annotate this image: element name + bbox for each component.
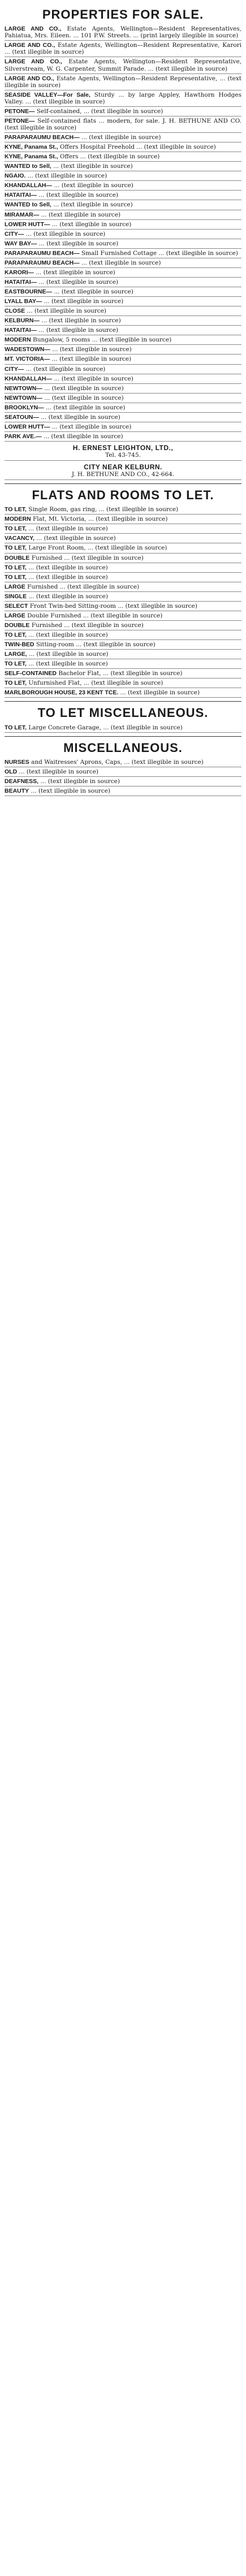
ad-lead: NURSES	[5, 758, 29, 766]
ad-banner-sub: Tel. 43-745.	[5, 452, 241, 461]
classified-ad	[5, 724, 241, 733]
classified-ad	[5, 75, 241, 90]
ad-body: Small Furnished Cottage ... (text illegible in source)	[81, 249, 238, 257]
classified-ad	[5, 758, 241, 767]
classified-ad	[5, 544, 241, 553]
ad-lead: VACANCY,	[5, 535, 34, 542]
ad-lead: BEAUTY	[5, 788, 29, 795]
ad-lead: NEWTOWN—	[5, 384, 42, 392]
section-heading: PROPERTIES FOR SALE.	[42, 7, 204, 21]
classified-ad	[5, 612, 241, 621]
ad-lead: WANTED to Sell,	[5, 201, 51, 209]
classified-ad	[5, 534, 241, 543]
ad-lead: DOUBLE	[5, 554, 30, 561]
ad-lead: PARAPARAUMU BEACH—	[5, 259, 80, 266]
ad-body: Single Room, gas ring, ... (text illegible in source)	[28, 506, 179, 513]
classified-ad	[5, 230, 241, 239]
ad-lead: PETONE—	[5, 107, 35, 115]
ad-body: ... (text illegible in source)	[28, 564, 108, 571]
ad-lead: TO LET,	[5, 525, 27, 533]
classified-ad	[5, 621, 241, 630]
classified-ad	[5, 191, 241, 200]
ad-body: Offers Hospital Freehold ... (text illegible in source)	[59, 144, 216, 151]
classified-ad	[5, 355, 241, 364]
section-heading: MISCELLANEOUS.	[63, 740, 183, 755]
ad-lead: TO LET,	[5, 544, 27, 552]
classified-ad	[5, 602, 241, 611]
classified-ad	[5, 505, 241, 515]
ad-lead: MODERN	[5, 336, 31, 344]
ad-lead: TO LET,	[5, 660, 27, 668]
classified-ad	[5, 336, 241, 345]
ad-lead: LARGE	[5, 583, 25, 590]
ad-body: ... (text illegible in source)	[28, 573, 108, 581]
ad-list	[5, 505, 241, 698]
ad-body: ... (text illegible in source)	[28, 593, 108, 600]
ad-body: ... (text illegible in source)	[44, 298, 124, 305]
classified-ad	[5, 211, 241, 220]
ad-lead: NGAIO.	[5, 172, 26, 180]
classified-ad	[5, 650, 241, 659]
divider	[5, 736, 241, 737]
classified-ad	[5, 201, 241, 210]
ad-body: ... (text illegible in source)	[44, 394, 124, 401]
ad-lead: MODERN	[5, 516, 31, 523]
classified-ad	[5, 117, 241, 133]
ad-lead: BROOKLYN—	[5, 404, 44, 411]
classified-ad	[5, 153, 241, 162]
classified-ad	[5, 133, 241, 142]
ad-body: Bungalow, 5 rooms ... (text illegible in source)	[33, 336, 172, 344]
classified-ad	[5, 240, 241, 249]
ad-body: ... (text illegible in source)	[45, 404, 126, 411]
classified-ad	[5, 660, 241, 669]
classified-ad	[5, 433, 241, 442]
classified-ad	[5, 181, 241, 191]
classified-ad	[5, 297, 241, 306]
section-to-let-misc	[5, 706, 241, 732]
ad-body: Estate Agents, Wellington—Resident Representative, ... (text illegible in source)	[5, 75, 241, 89]
ad-lead: SELF-CONTAINED	[5, 670, 57, 677]
ad-body: ... (text illegible in source)	[52, 346, 132, 353]
ad-body: ... (text illegible in source)	[19, 768, 99, 775]
classified-ad	[5, 564, 241, 573]
ad-body: ... (text illegible in source)	[81, 134, 161, 141]
ad-lead: LARGE AND CO.,	[5, 75, 54, 82]
ad-lead: KYNE, Panama St.,	[5, 153, 58, 161]
section-flats-and-rooms	[5, 489, 241, 698]
ad-lead: CITY—	[5, 365, 24, 373]
ad-body: ... (text illegible in source)	[44, 384, 124, 392]
ad-body: ... (text illegible in source)	[51, 221, 132, 228]
ad-lead: KHANDALLAH—	[5, 375, 52, 382]
classified-ad	[5, 384, 241, 394]
ad-lead: PARAPARAUMU BEACH—	[5, 249, 80, 257]
ad-body: Self-contained, ... (text illegible in source)	[36, 107, 163, 115]
ad-lead: LARGE AND CO.,	[5, 42, 55, 49]
ad-body: ... (text illegible in source)	[41, 413, 120, 421]
section-properties-for-sale	[5, 8, 241, 480]
ad-body: ... (text illegible in source)	[25, 230, 106, 237]
ad-banner-title: CITY NEAR KELBURN.	[84, 463, 162, 471]
classified-ad	[5, 365, 241, 374]
classified-ad	[5, 554, 241, 563]
ad-lead: KARORI—	[5, 269, 34, 276]
classified-ad	[5, 573, 241, 582]
classified-ad	[5, 413, 241, 422]
classified-ad	[5, 307, 241, 316]
ad-lead: LARGE,	[5, 651, 27, 658]
ad-lead: KYNE, Panama St.,	[5, 144, 58, 151]
ad-lead: WANTED to Sell,	[5, 163, 51, 170]
ad-lead: TWIN-BED	[5, 641, 34, 649]
classified-ad	[5, 143, 241, 152]
ad-lead: SEATOUN—	[5, 413, 39, 421]
ad-body: Furnished ... (text illegible in source)	[27, 583, 140, 590]
classified-ad	[5, 641, 241, 650]
classified-ad	[5, 375, 241, 384]
ad-lead: TO LET,	[5, 506, 27, 513]
ad-body: ... (text illegible in source)	[31, 788, 111, 795]
ad-body: Large Concrete Garage, ... (text illegible in source)	[28, 724, 183, 731]
classified-ad	[5, 25, 241, 41]
ad-body: ... (text illegible in source)	[51, 423, 132, 430]
ad-body: Double Furnished ... (text illegible in source)	[27, 612, 163, 619]
ad-lead: NEWTOWN—	[5, 394, 42, 401]
classified-ad	[5, 58, 241, 74]
ad-lead: TO LET,	[5, 632, 27, 638]
classified-ad	[5, 515, 241, 524]
ad-body: ... (text illegible in source)	[38, 278, 118, 286]
classified-ad	[5, 679, 241, 688]
classified-ad	[5, 394, 241, 403]
ad-body: ... (text illegible in source)	[54, 375, 133, 382]
ad-body: ... (text illegible in source)	[40, 778, 120, 785]
ad-lead: PETONE—	[5, 117, 35, 124]
ad-body: ... (text illegible in source)	[36, 269, 115, 276]
ad-body: Self-contained flats ... modern, for sale. J. H. BETHUNE AND CO. (text illegible in source)	[5, 117, 241, 131]
ad-lead: MT. VICTORIA—	[5, 356, 50, 363]
ad-body: ... (text illegible in source)	[27, 308, 107, 315]
ad-body: Furnished ... (text illegible in source)	[31, 554, 144, 561]
ad-body: Sturdy ... by large Appley, Hawthorn Hodges Valley. ... (text illegible in source)	[5, 91, 241, 105]
ad-lead: TO LET,	[5, 724, 27, 731]
ad-lead: LOWER HUTT—	[5, 423, 50, 430]
ad-body: ... (text illegible in source)	[54, 182, 133, 189]
ad-body: Flat, Mt. Victoria, ... (text illegible in source)	[33, 516, 168, 523]
divider	[5, 483, 241, 484]
classified-ad	[5, 768, 241, 777]
classified-ad	[5, 345, 241, 355]
classified-ad	[5, 631, 241, 640]
ad-lead: KELBURN—	[5, 317, 40, 325]
classified-ad	[5, 787, 241, 796]
classified-ad	[5, 221, 241, 230]
ad-body: Front Twin-bed Sitting-room ... (text illegible in source)	[29, 602, 197, 610]
classified-ad	[5, 91, 241, 107]
classified-ad	[5, 278, 241, 287]
ad-lead: TO LET,	[5, 573, 27, 581]
ad-lead: LYALL BAY—	[5, 298, 42, 305]
classified-ad	[5, 777, 241, 786]
classified-ad	[5, 404, 241, 413]
ad-body: ... (text illegible in source)	[28, 525, 108, 533]
classified-ad	[5, 249, 241, 258]
ad-body: Unfurnished Flat, ... (text illegible in source)	[28, 680, 163, 687]
classified-ad	[5, 259, 241, 268]
ad-lead: PARAPARAUMU BEACH—	[5, 134, 80, 141]
ad-body: ... (text illegible in source)	[51, 356, 132, 363]
ad-body: ... (text illegible in source)	[28, 632, 108, 638]
ad-lead: HATAITAI—	[5, 327, 37, 334]
ad-body: ... (text illegible in source)	[41, 317, 121, 325]
ad-body: ... (text illegible in source)	[27, 172, 107, 180]
classified-ad	[5, 689, 241, 698]
ad-body: ... (text illegible in source)	[44, 433, 123, 440]
section-heading: FLATS AND ROOMS TO LET.	[32, 488, 214, 502]
ad-lead: SINGLE	[5, 593, 27, 600]
ad-body: and Waitresses' Aprons, Caps, ... (text illegible in source)	[31, 758, 204, 766]
ad-lead: MIRAMAR—	[5, 211, 40, 218]
classified-ad	[5, 269, 241, 278]
ad-banner-sub: J. H. BETHUNE AND CO., 42-664.	[5, 471, 241, 480]
classified-ad	[5, 288, 241, 297]
classified-ad	[5, 525, 241, 534]
ad-body: Estate Agents, Wellington—Resident Representative, Silverstream, W. G. Carpenter, Summit Parade. ... (text illegible in source)	[5, 58, 242, 72]
ad-body: ... (text illegible in source)	[29, 651, 109, 658]
ad-body: ... (text illegible in source)	[38, 327, 118, 334]
section-miscellaneous	[5, 741, 241, 796]
ad-body: Offers ... (text illegible in source)	[59, 153, 160, 161]
ad-body: Bachelor Flat, ... (text illegible in source)	[58, 670, 183, 677]
classified-ad	[5, 162, 241, 171]
ad-body: ... (text illegible in source)	[53, 201, 133, 209]
ad-lead: HATAITAI—	[5, 192, 37, 199]
ad-lead: HATAITAI—	[5, 278, 37, 286]
ad-body: ... (text illegible in source)	[120, 689, 200, 697]
ad-lead: PARK AVE.—	[5, 433, 42, 440]
ad-body: Sitting-room ... (text illegible in source)	[36, 641, 156, 649]
classifieds-column	[0, 0, 246, 800]
ad-lead: SELECT	[5, 602, 28, 610]
ad-lead: CITY—	[5, 230, 24, 237]
ad-body: Furnished ... (text illegible in source)	[31, 621, 144, 629]
ad-lead: TO LET,	[5, 680, 27, 687]
classified-ad	[5, 669, 241, 678]
ad-body: ... (text illegible in source)	[41, 211, 121, 218]
ad-lead: WADESTOWN—	[5, 346, 50, 353]
ad-lead: MARLBOROUGH HOUSE, 23 KENT TCE.	[5, 689, 119, 697]
classified-ad	[5, 326, 241, 335]
ad-lead: EASTBOURNE—	[5, 288, 53, 295]
ad-lead: LARGE AND CO.,	[5, 25, 62, 33]
classified-ad	[5, 593, 241, 602]
section-heading: TO LET MISCELLANEOUS.	[37, 706, 209, 720]
ad-body: ... (text illegible in source)	[53, 163, 133, 170]
ad-body: ... (text illegible in source)	[81, 259, 161, 266]
classified-ad	[5, 172, 241, 181]
ad-body: ... (text illegible in source)	[54, 288, 133, 295]
ad-lead: TO LET,	[5, 564, 27, 571]
ad-lead: DEAFNESS,	[5, 778, 39, 785]
ad-lead: WAY BAY—	[5, 240, 37, 247]
ad-lead: LARGE	[5, 612, 25, 619]
ad-lead: CLOSE	[5, 308, 25, 315]
ad-banner-title: H. ERNEST LEIGHTON, LTD.,	[72, 444, 174, 452]
ad-list	[5, 758, 241, 796]
ad-lead: DOUBLE	[5, 621, 30, 629]
divider	[5, 701, 241, 702]
ad-body: Estate Agents, Wellington—Resident Representatives, Pahiatua, Mrs. Eileen. ... 101 P.W. Streets. ... (print largely illegible in source)	[5, 25, 241, 40]
ad-body: ... (text illegible in source)	[38, 192, 118, 199]
classified-ad	[5, 423, 241, 432]
ad-body: ... (text illegible in source)	[36, 535, 116, 542]
ad-lead: LARGE AND CO.,	[5, 58, 63, 66]
ad-lead: SEASIDE VALLEY—For Sale,	[5, 91, 90, 98]
ad-body: ... (text illegible in source)	[28, 660, 108, 668]
classified-ad	[5, 107, 241, 116]
ad-list	[5, 724, 241, 733]
ad-lead: KHANDALLAH—	[5, 182, 52, 189]
ad-list	[5, 25, 241, 480]
ad-lead: LOWER HUTT—	[5, 221, 50, 228]
ad-body: ... (text illegible in source)	[38, 240, 119, 247]
ad-body: Large Front Room, ... (text illegible in source)	[28, 544, 167, 552]
classified-ad	[5, 41, 241, 57]
ad-body: ... (text illegible in source)	[25, 365, 106, 373]
classified-ad	[5, 583, 241, 592]
ad-body: Estate Agents, Wellington—Resident Representative, Karori ... (text illegible in source)	[5, 42, 242, 56]
ad-lead: OLD	[5, 768, 18, 775]
classified-ad	[5, 317, 241, 326]
